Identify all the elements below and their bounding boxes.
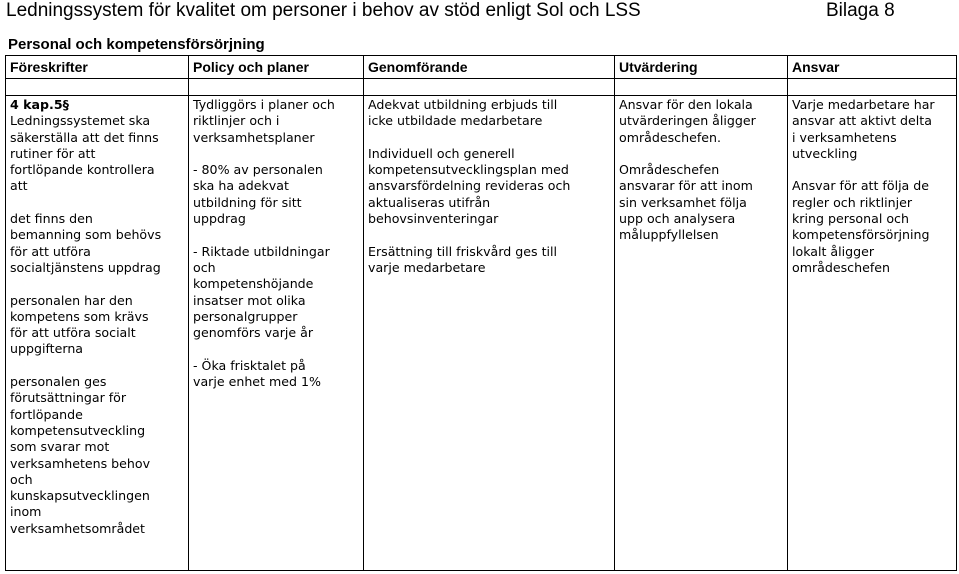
cell-policy xyxy=(189,96,364,571)
text-line: kompetenshöjande xyxy=(193,276,314,292)
text-line: - Öka frisktalet på xyxy=(193,357,306,373)
text-line: ansvarsfördelning revideras och xyxy=(368,178,571,194)
text-line: Varje medarbetare har xyxy=(792,97,935,112)
spacer-cell xyxy=(189,79,364,96)
text-line: och xyxy=(10,471,33,487)
text-line: Områdeschefen xyxy=(619,162,720,178)
paragraph-manager-responsibility xyxy=(792,178,952,276)
text-line: ansvarar för att inom xyxy=(619,178,753,194)
text-line: icke utbildade medarbetare xyxy=(368,113,543,129)
text-line: rutiner för att xyxy=(10,145,96,161)
cell-genomforande xyxy=(364,96,615,571)
column-header-ansvar: Ansvar xyxy=(788,56,957,79)
spacer-cell xyxy=(615,79,788,96)
text-line: inom xyxy=(10,504,42,520)
text-line: som svarar mot xyxy=(10,439,110,455)
cell-utvardering xyxy=(615,96,788,571)
text-line: måluppfyllelsen xyxy=(619,227,719,243)
text-line: Ersättning till friskvård ges till xyxy=(368,243,558,259)
text-line: Adekvat utbildning erbjuds till xyxy=(368,97,558,112)
text-line: sin verksamhet följa xyxy=(619,194,747,210)
text-line: 4 kap.5§ xyxy=(10,97,69,112)
text-line: kompetens som krävs xyxy=(10,308,149,324)
table-row xyxy=(6,96,957,571)
text-line: genomförs varje år xyxy=(193,325,314,341)
text-line: Ledningssystemet ska xyxy=(10,113,151,129)
column-header-policy: Policy och planer xyxy=(189,56,364,79)
paragraph-wellness-allowance xyxy=(368,244,610,277)
text-line: verksamhetsplaner xyxy=(193,129,315,145)
text-line: fortlöpande xyxy=(10,406,83,422)
cell-ansvar xyxy=(788,96,957,571)
text-line: utvärderingen åligger xyxy=(619,113,756,129)
text-line: upp och analysera xyxy=(619,211,736,227)
paragraph-plans xyxy=(193,97,359,146)
paragraph-health-goal xyxy=(193,358,359,391)
paragraph-follow-up xyxy=(619,162,783,243)
text-line: kompetensutveckling xyxy=(10,422,146,438)
text-line: områdeschefen. xyxy=(619,129,721,145)
text-line: aktualiseras utifrån xyxy=(368,194,491,210)
text-line: att xyxy=(10,178,28,194)
cell-foreskrifter xyxy=(6,96,189,571)
text-line: varje medarbetare xyxy=(368,259,486,275)
text-line: säkerställa att det finns xyxy=(10,129,159,145)
text-line: personalgrupper xyxy=(193,308,298,324)
text-line: regler och riktlinjer xyxy=(792,194,912,210)
paragraph-development xyxy=(10,374,184,537)
text-line: socialtjänstens uppdrag xyxy=(10,259,161,275)
text-line: behovsinventeringar xyxy=(368,211,499,227)
text-line: Ansvar för att följa de xyxy=(792,178,930,194)
text-line: kring personal och xyxy=(792,211,909,227)
text-line: - 80% av personalen xyxy=(193,162,323,178)
text-line: personalen ges xyxy=(10,374,107,390)
paragraph-development-plan xyxy=(368,146,610,227)
column-header-utvardering: Utvärdering xyxy=(615,56,788,79)
paragraph-local-evaluation xyxy=(619,97,783,146)
paragraph-targeted-training xyxy=(193,244,359,342)
text-line: kompetensförsörjning xyxy=(792,227,930,243)
column-header-genomforande: Genomförande xyxy=(364,56,615,79)
text-line: - Riktade utbildningar xyxy=(193,243,330,259)
text-line: personalen har den xyxy=(10,292,133,308)
document-header xyxy=(0,0,959,30)
annex-label: Bilaga 8 xyxy=(826,0,895,21)
paragraph-competence xyxy=(10,293,184,358)
text-line: ansvar att aktivt delta xyxy=(792,113,932,129)
text-line: kompetensutvecklingsplan med xyxy=(368,162,569,178)
spacer-cell xyxy=(6,79,189,96)
text-line: bemanning som behövs xyxy=(10,227,162,243)
text-line: verksamhetsområdet xyxy=(10,520,145,536)
text-line: utveckling xyxy=(792,145,858,161)
spacer-row xyxy=(6,79,957,96)
text-line: Ansvar för den lokala xyxy=(619,97,753,112)
text-line: och xyxy=(193,259,216,275)
text-line: för att utföra socialt xyxy=(10,325,136,341)
spacer-cell xyxy=(364,79,615,96)
paragraph-education-goal xyxy=(193,162,359,227)
paragraph-staffing xyxy=(10,211,184,276)
column-header-foreskrifter: Föreskrifter xyxy=(6,56,189,79)
paragraph-training-offer xyxy=(368,97,610,130)
text-line: lokalt åligger xyxy=(792,243,875,259)
text-line: för att utföra xyxy=(10,243,91,259)
text-line: Tydliggörs i planer och xyxy=(193,97,335,112)
text-line: förutsättningar för xyxy=(10,390,127,406)
text-line: kunskapsutvecklingen xyxy=(10,488,150,504)
text-line: insatser mot olika xyxy=(193,292,306,308)
text-line: i verksamhetens xyxy=(792,129,897,145)
text-line: områdeschefen xyxy=(792,259,890,275)
text-line: uppgifterna xyxy=(10,341,84,357)
text-line: varje enhet med 1% xyxy=(193,374,321,390)
text-line: verksamhetens behov xyxy=(10,455,151,471)
text-line: utbildning för sitt xyxy=(193,194,302,210)
paragraph-regulation xyxy=(10,97,184,195)
spacer-cell xyxy=(788,79,957,96)
table-header-row xyxy=(6,56,957,79)
document-title: Ledningssystem för kvalitet om personer i behov av stöd enligt Sol och LSS xyxy=(6,0,641,21)
text-line: uppdrag xyxy=(193,211,246,227)
section-title: Personal och kompetensförsörjning xyxy=(8,36,265,53)
text-line: ska ha adekvat xyxy=(193,178,289,194)
text-line: Individuell och generell xyxy=(368,145,515,161)
text-line: det finns den xyxy=(10,211,93,227)
competence-table xyxy=(5,55,957,571)
text-line: fortlöpande kontrollera xyxy=(10,162,155,178)
text-line: riktlinjer och i xyxy=(193,113,280,129)
paragraph-employee-responsibility xyxy=(792,97,952,162)
